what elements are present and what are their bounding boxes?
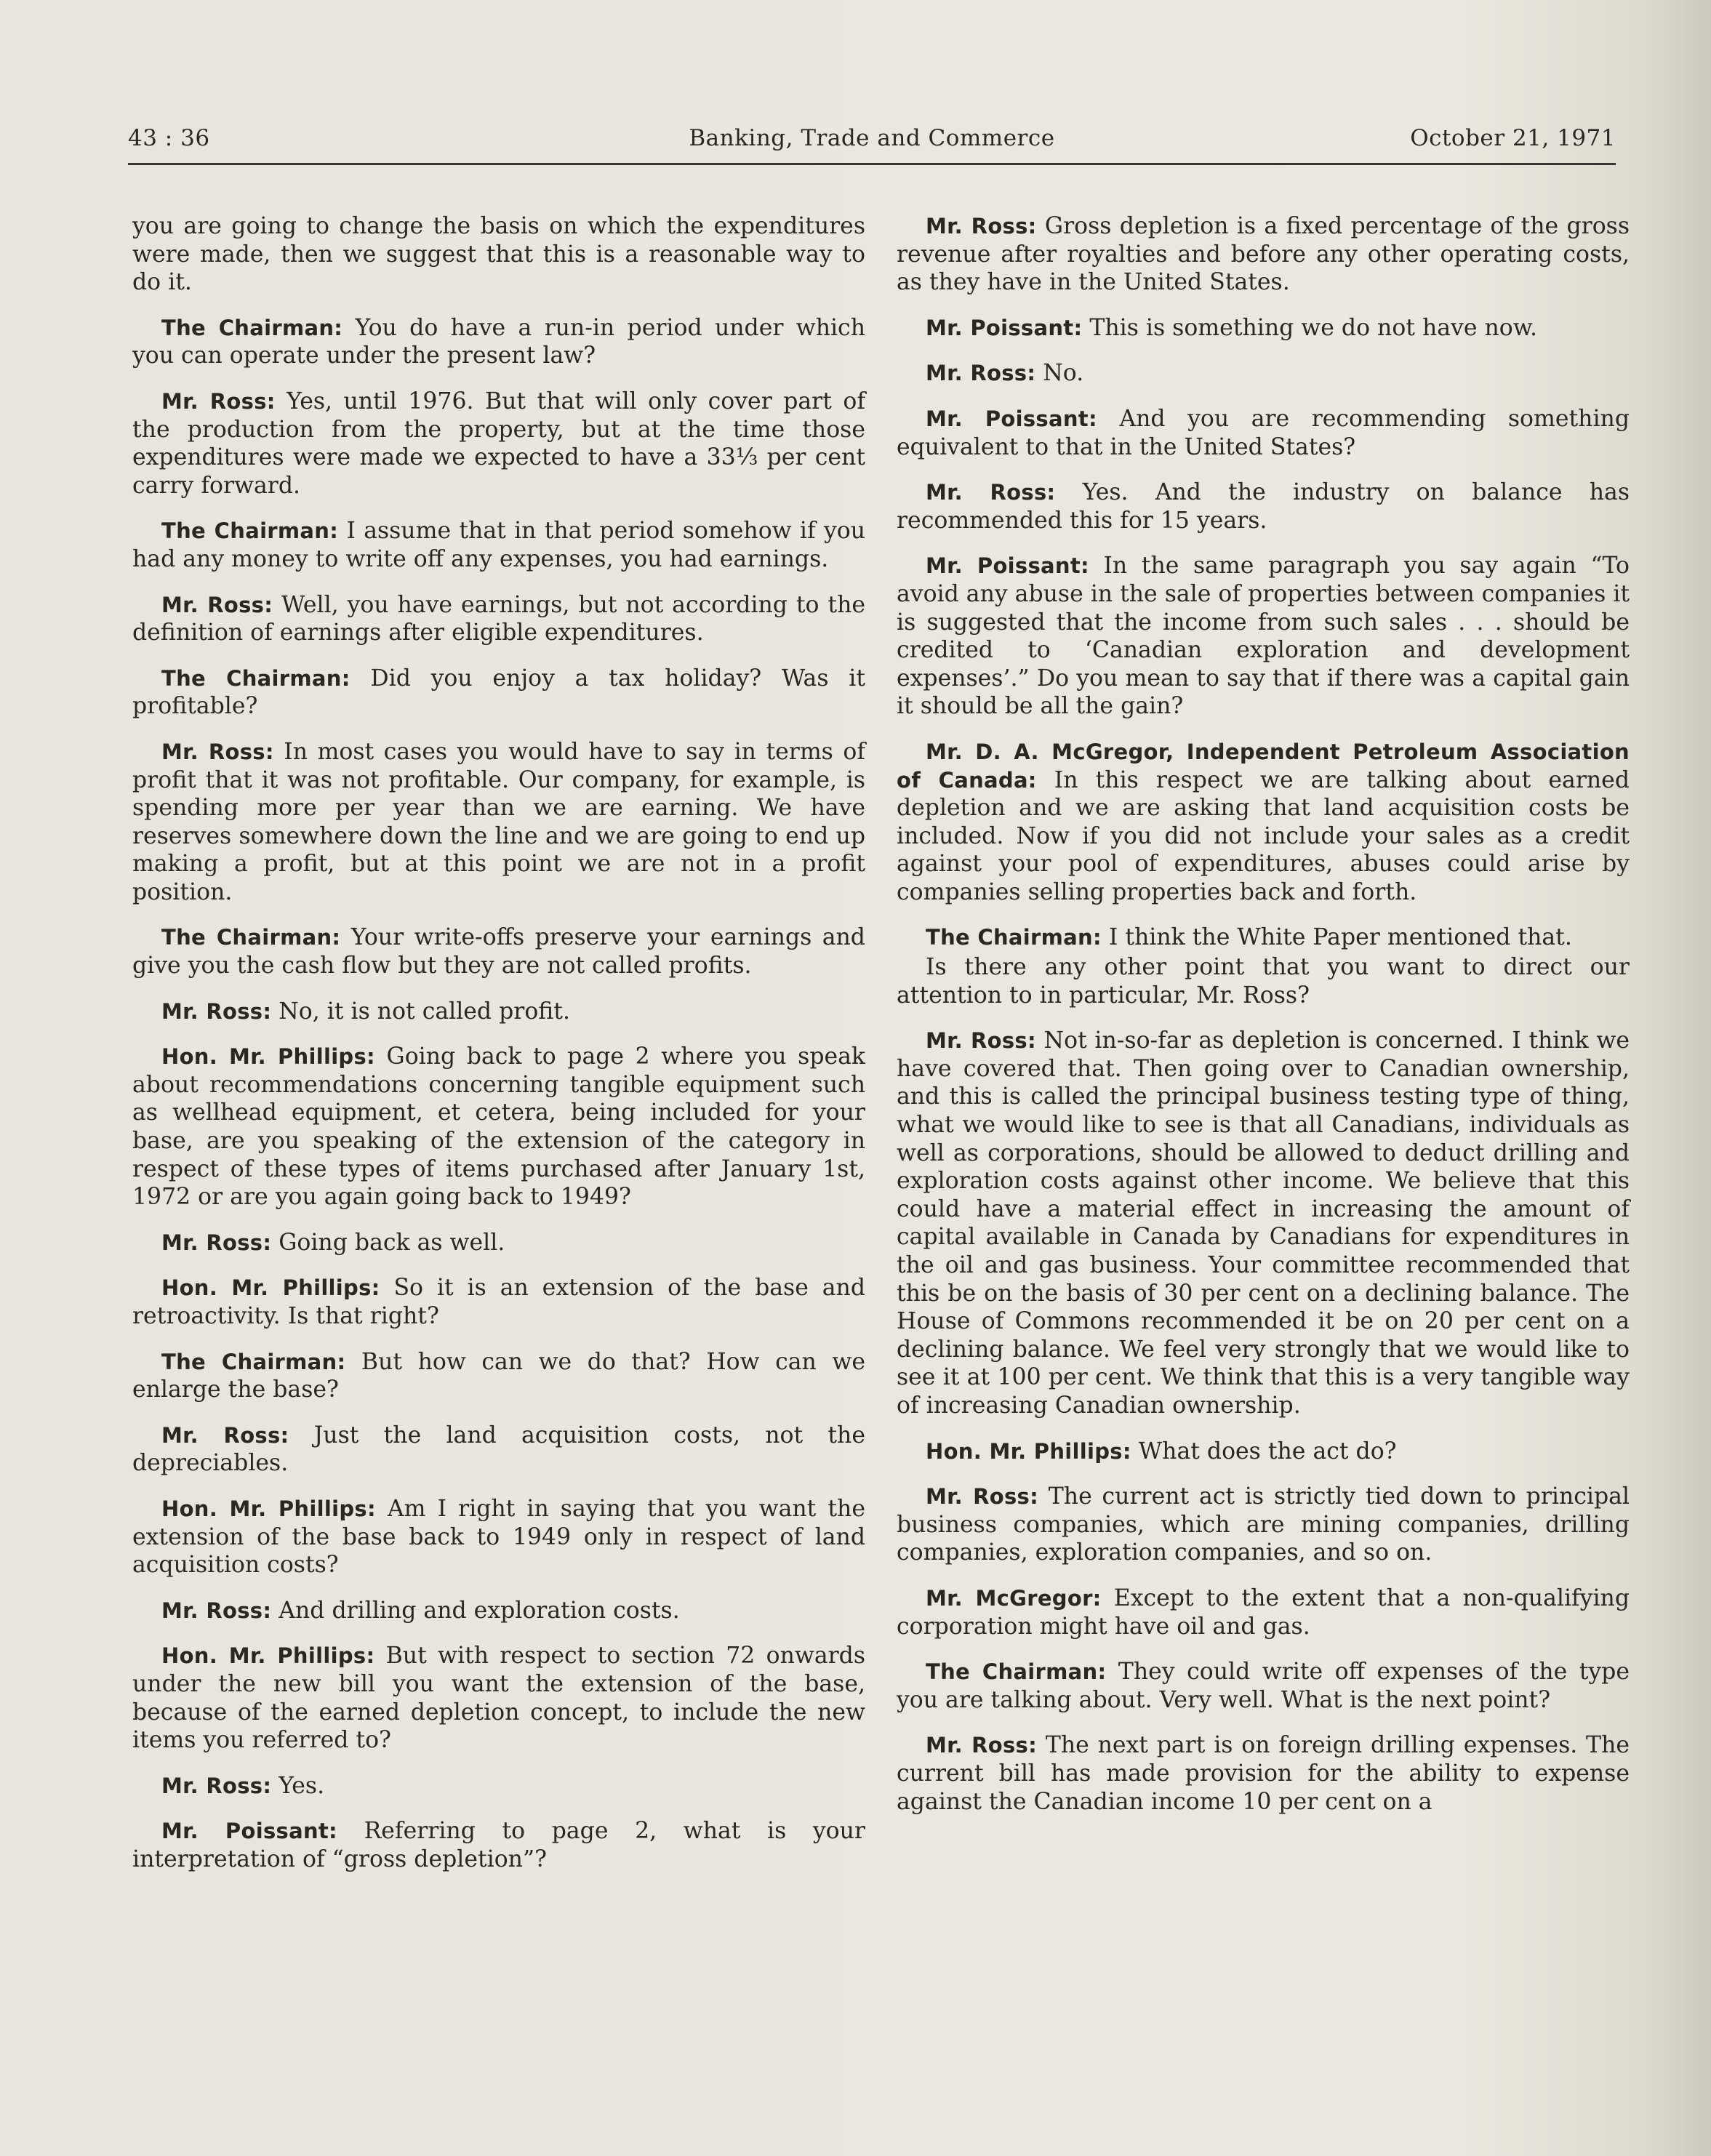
speaker-name: Mr. Poissant: bbox=[926, 406, 1097, 431]
left-column bbox=[132, 212, 865, 1891]
paragraph: Mr. Ross: No. bbox=[926, 360, 1084, 387]
paragraph: Mr. Ross: The next part is on foreign drilling expenses. The current bill has made provision for the ability to expense against the Canadian income 10 per cent on a bbox=[897, 1732, 1630, 1815]
paragraph: Hon. Mr. Phillips: But with respect to section 72 onwards under the new bill you want the extension of the base, because of the earned depletion concept, to include the new items you referred to? bbox=[132, 1643, 865, 1754]
speaker-name: Mr. Ross: bbox=[161, 739, 274, 764]
running-header bbox=[128, 125, 1616, 163]
paragraph: The Chairman: I think the White Paper mentioned that. bbox=[926, 924, 1572, 951]
paragraph: Mr. Poissant: Referring to page 2, what is your interpretation of “gross depletion”? bbox=[132, 1818, 865, 1872]
paragraph: Mr. Ross: Well, you have earnings, but not according to the definition of earnings after eligible expenditures. bbox=[132, 591, 865, 646]
paragraph: Mr. Ross: The current act is strictly tied down to principal business companies, which are mining companies, drilling companies, exploration companies, and so on. bbox=[897, 1483, 1630, 1566]
paragraph: Mr. D. A. McGregor, Independent Petroleum Association of Canada: In this respect we are talking about earned depletion and we are asking that land acquisition costs be included. Now if you did not include your sales as a credit against your pool of expenditures, abuses could arise by companies selling properties back and forth. bbox=[897, 739, 1630, 905]
paragraph: Mr. Poissant: And you are recommending something equivalent to that in the United States? bbox=[897, 405, 1630, 460]
speaker-name: Mr. Poissant: bbox=[161, 1819, 337, 1844]
paragraph: Mr. Ross: Yes, until 1976. But that will only cover part of the production from the property, but at the time those expenditures were made we expected to have a 33⅓ per cent carry forward. bbox=[132, 388, 865, 499]
paragraph: Mr. Ross: Just the land acquisition costs, not the depreciables. bbox=[132, 1422, 865, 1477]
paragraph: Mr. Poissant: In the same paragraph you say again “To avoid any abuse in the sale of properties between companies it is suggested that the income from such sales . . . should be credited to ‘Canadian exploration and development expenses’.” Do you mean to say that if there was a capital gain it should be all the gain? bbox=[897, 553, 1630, 720]
paragraph: Mr. Ross: Not in-so-far as depletion is concerned. I think we have covered that. Then going over to Canadian ownership, and this is called the principal business testing type of thing, what we would like to see is that all Canadians, individuals as well as corporations, should be allowed to deduct drilling and exploration costs against other income. We believe that this could have a material effect in increasing the amount of capital available in Canada by Canadians for expenditures in the oil and gas business. Your committee recommended that this be on the basis of 30 per cent on a declining balance. The House of Commons recommended it be on 20 per cent on a declining balance. We feel very strongly that we would like to see it at 100 per cent. We think that this is a very tangible way of increasing Canadian ownership. bbox=[897, 1027, 1630, 1419]
right-column bbox=[897, 212, 1630, 1833]
speaker-name: The Chairman: bbox=[926, 925, 1102, 950]
speaker-name: Mr. Ross: bbox=[161, 1422, 289, 1448]
speaker-name: Mr. Ross: bbox=[926, 1733, 1038, 1758]
paragraph: Hon. Mr. Phillips: What does the act do? bbox=[926, 1438, 1397, 1464]
speaker-name: Mr. Ross: bbox=[161, 388, 276, 414]
paragraph: Mr. Ross: Yes. And the industry on balance has recommended this for 15 years. bbox=[897, 479, 1630, 534]
paragraph: Mr. Ross: Yes. bbox=[161, 1772, 325, 1799]
speaker-name: Mr. Ross: bbox=[161, 1773, 272, 1798]
paragraph: Hon. Mr. Phillips: Going back to page 2 where you speak about recommendations concerning tangible equipment such as wellhead equipment, et cetera, being included for your base, are you speaking of the extension of the category in respect of these types of items purchased after January 1st, 1972 or are you again going back to 1949? bbox=[132, 1043, 865, 1211]
paragraph: The Chairman: But how can we do that? How can we enlarge the base? bbox=[132, 1348, 865, 1403]
speaker-name: Mr. Ross: bbox=[926, 1484, 1038, 1510]
paragraph: Mr. Ross: No, it is not called profit. bbox=[161, 998, 570, 1025]
speaker-name: Hon. Mr. Phillips: bbox=[161, 1643, 375, 1669]
speaker-name: Mr. McGregor: bbox=[926, 1585, 1102, 1611]
page-number: 43 : 36 bbox=[128, 125, 210, 151]
speaker-name: Mr. Ross: bbox=[161, 1230, 272, 1255]
paragraph: you are going to change the basis on which the expenditures were made, then we suggest that this is a reasonable way to do it. bbox=[132, 213, 865, 296]
publication-date: October 21, 1971 bbox=[1410, 125, 1616, 151]
speaker-name: Hon. Mr. Phillips: bbox=[926, 1438, 1131, 1464]
speaker-name: Mr. Poissant: bbox=[926, 315, 1083, 340]
paragraph: Mr. Ross: In most cases you would have to say in terms of profit that it was not profitable. Our company, for example, is spending more per year than we are earning. We have reserves somewhere down the line and we are going to end up making a profit, but at this point we are not in a profit position. bbox=[132, 738, 865, 905]
paragraph: The Chairman: I assume that in that period somehow if you had any money to write off any expenses, you had earnings. bbox=[132, 518, 865, 572]
speaker-name: Mr. Ross: bbox=[161, 1598, 272, 1623]
paragraph: Is there any other point that you want to direct our attention to in particular, Mr. Ross? bbox=[897, 954, 1630, 1009]
speaker-name: Hon. Mr. Phillips: bbox=[161, 1275, 380, 1301]
speaker-name: Hon. Mr. Phillips: bbox=[161, 1496, 376, 1521]
paragraph: Hon. Mr. Phillips: Am I right in saying that you want the extension of the base back to 1949 only in respect of land acquisition costs? bbox=[132, 1495, 865, 1579]
paragraph: The Chairman: They could write off expenses of the type you are talking about. Very well. What is the next point? bbox=[897, 1659, 1630, 1713]
speaker-name: Mr. Ross: bbox=[161, 592, 273, 617]
speaker-name: The Chairman: bbox=[161, 315, 343, 340]
header-rule bbox=[128, 163, 1616, 165]
speaker-name: The Chairman: bbox=[926, 1659, 1107, 1685]
paragraph: Mr. Ross: Going back as well. bbox=[161, 1229, 505, 1256]
speaker-name: Mr. Ross: bbox=[926, 214, 1037, 239]
speaker-name: The Chairman: bbox=[161, 518, 339, 544]
speaker-name: Mr. Ross: bbox=[161, 998, 272, 1024]
paragraph: Mr. Poissant: This is something we do not have now. bbox=[926, 314, 1537, 341]
speaker-name: Mr. D. A. McGregor, Independent Petroleum Association of Canada: bbox=[897, 739, 1630, 793]
paragraph: Mr. Ross: Gross depletion is a fixed percentage of the gross revenue after royalties and before any other operating costs, as they have in the United States. bbox=[897, 213, 1630, 296]
speaker-name: The Chairman: bbox=[161, 665, 350, 691]
speaker-name: The Chairman: bbox=[161, 1349, 346, 1374]
speaker-name: Mr. Ross: bbox=[926, 361, 1036, 386]
speaker-name: Mr. Ross: bbox=[926, 480, 1056, 505]
speaker-name: Mr. Poissant: bbox=[926, 553, 1089, 579]
speaker-name: The Chairman: bbox=[161, 925, 341, 950]
paragraph: The Chairman: Your write-offs preserve your earnings and give you the cash flow but they are not called profits. bbox=[132, 924, 865, 979]
paragraph: The Chairman: You do have a run-in period under which you can operate under the present law? bbox=[132, 314, 865, 369]
paragraph: Mr. McGregor: Except to the extent that a non-qualifying corporation might have oil and gas. bbox=[897, 1584, 1630, 1640]
paragraph: Mr. Ross: And drilling and exploration costs. bbox=[161, 1597, 680, 1624]
paragraph: The Chairman: Did you enjoy a tax holiday? Was it profitable? bbox=[132, 665, 865, 720]
speaker-name: Hon. Mr. Phillips: bbox=[161, 1044, 375, 1070]
speaker-name: Mr. Ross: bbox=[926, 1028, 1036, 1054]
publication-title: Banking, Trade and Commerce bbox=[689, 125, 1055, 151]
paragraph: Hon. Mr. Phillips: So it is an extension of the base and retroactivity. Is that right? bbox=[132, 1275, 865, 1329]
